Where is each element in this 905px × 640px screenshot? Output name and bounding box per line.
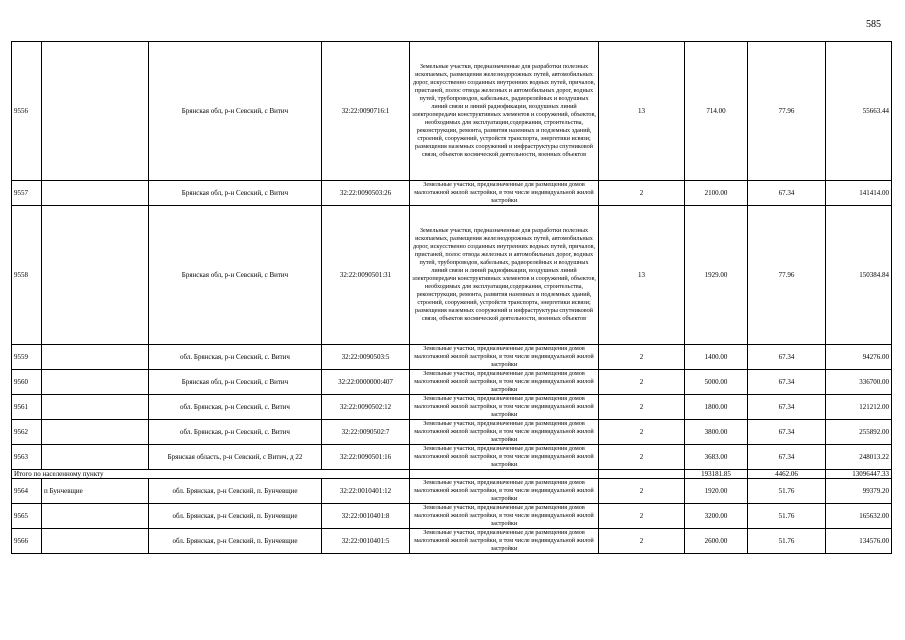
blank-cell: [42, 504, 149, 529]
purpose-cell: Земельные участки, предназначенные для разработки полезных ископаемых, размещения железнодорожных путей, автомобильных дорог, искусственно созданных внутренних водных путей, причалов, пристаней, полос отвода железных и автомобильных дорог, водных путей, трубопроводов, кабельных, радиорелейных и воздушных линий связи и линий радиофикации, воздушных линий электропередачи конструктивных элементов и сооружений, объектов, необходимых для эксплуатации,содержания, строительства, реконструкции, ремонта, развития наземных и подземных зданий, строений, сооружений, устройств транспорта, энергетики исвязи; размещения наземных сооружений и инфраструктуры спутниковой связи, объектов космической деятельности, военных объектов: [410, 42, 599, 181]
group-cell: 2: [599, 479, 685, 504]
value-cell: 150384.84: [826, 206, 892, 345]
purpose-cell: Земельные участки, предназначенные для размещения домов малоэтажной жилой застройки, в том числе индивидуальной жилой застройки: [410, 370, 599, 395]
purpose-cell: Земельные участки, предназначенные для размещения домов малоэтажной жилой застройки, в том числе индивидуальной жилой застройки: [410, 395, 599, 420]
rate-cell: 67.34: [748, 370, 826, 395]
value-cell: 141414.00: [826, 181, 892, 206]
cadastral-number-cell: 32:22:0010401:8: [322, 504, 410, 529]
summary-area: 193181.85: [685, 470, 748, 479]
purpose-cell: Земельные участки, предназначенные для размещения домов малоэтажной жилой застройки, в том числе индивидуальной жилой застройки: [410, 420, 599, 445]
address-cell: Брянская область, р-н Севский, с Витич, д 22: [149, 445, 322, 470]
address-cell: Брянская обл, р-н Севский, с Витич: [149, 181, 322, 206]
purpose-cell: Земельные участки, предназначенные для размещения домов малоэтажной жилой застройки, в том числе индивидуальной жилой застройки: [410, 345, 599, 370]
summary-value: 13096447.33: [826, 470, 892, 479]
row-number: 9560: [12, 370, 42, 395]
summary-row: [12, 470, 892, 479]
table-row: [12, 370, 892, 395]
cadastral-number-cell: 32:22:0090503:5: [322, 345, 410, 370]
row-number: 9565: [12, 504, 42, 529]
cadastral-number-cell: 32:22:0090501:31: [322, 206, 410, 345]
value-cell: 55663.44: [826, 42, 892, 181]
cadastral-number-cell: 32:22:0010401:5: [322, 529, 410, 554]
value-cell: 255892.00: [826, 420, 892, 445]
blank-cell: [42, 370, 149, 395]
group-cell: 2: [599, 504, 685, 529]
group-cell: 2: [599, 529, 685, 554]
table-row: [12, 345, 892, 370]
address-cell: Брянская обл, р-н Севский, с Витич: [149, 370, 322, 395]
blank-cell: [42, 42, 149, 181]
cadastral-number-cell: 32:22:0090501:16: [322, 445, 410, 470]
address-cell: обл. Брянская, р-н Севский, п. Бунчевщие: [149, 529, 322, 554]
address-cell: обл. Брянская, р-н Севский, с. Витич: [149, 395, 322, 420]
value-cell: 165632.00: [826, 504, 892, 529]
purpose-cell: Земельные участки, предназначенные для размещения домов малоэтажной жилой застройки, в том числе индивидуальной жилой застройки: [410, 181, 599, 206]
summary-label: Итого по населенному пункту: [12, 470, 410, 479]
table-row: [12, 181, 892, 206]
table-row: [12, 479, 892, 504]
rate-cell: 67.34: [748, 181, 826, 206]
address-cell: обл. Брянская, р-н Севский, с. Витич: [149, 345, 322, 370]
area-cell: 1920.00: [685, 479, 748, 504]
group-cell: 13: [599, 206, 685, 345]
row-number: 9558: [12, 206, 42, 345]
cadastral-number-cell: 32:22:0090716:1: [322, 42, 410, 181]
page-number: 585: [866, 19, 881, 30]
table-row: [12, 206, 892, 345]
table-row: [12, 445, 892, 470]
row-number: 9563: [12, 445, 42, 470]
area-cell: 1800.00: [685, 395, 748, 420]
group-cell: 2: [599, 395, 685, 420]
purpose-cell: Земельные участки, предназначенные для размещения домов малоэтажной жилой застройки, в том числе индивидуальной жилой застройки: [410, 445, 599, 470]
area-cell: 1929.00: [685, 206, 748, 345]
rate-cell: 51.76: [748, 504, 826, 529]
group-cell: 2: [599, 445, 685, 470]
cadastral-number-cell: 32:22:0010401:12: [322, 479, 410, 504]
row-number: 9566: [12, 529, 42, 554]
group-cell: 2: [599, 181, 685, 206]
address-cell: обл. Брянская, р-н Севский, с. Витич: [149, 420, 322, 445]
blank-cell: [42, 529, 149, 554]
table-row: [12, 504, 892, 529]
row-number: 9557: [12, 181, 42, 206]
group-cell: 2: [599, 420, 685, 445]
cadastral-value-table: [11, 41, 892, 554]
table-row: [12, 420, 892, 445]
rate-cell: 51.76: [748, 529, 826, 554]
area-cell: 5000.00: [685, 370, 748, 395]
cadastral-number-cell: 32:22:0090502:7: [322, 420, 410, 445]
value-cell: 134576.00: [826, 529, 892, 554]
value-cell: 99379.20: [826, 479, 892, 504]
value-cell: 121212.00: [826, 395, 892, 420]
area-cell: 2600.00: [685, 529, 748, 554]
group-cell: 2: [599, 345, 685, 370]
cadastral-number-cell: 32:22:0090503:26: [322, 181, 410, 206]
rate-cell: 67.34: [748, 445, 826, 470]
row-number: 9562: [12, 420, 42, 445]
purpose-cell: Земельные участки, предназначенные для размещения домов малоэтажной жилой застройки, в том числе индивидуальной жилой застройки: [410, 504, 599, 529]
value-cell: 336700.00: [826, 370, 892, 395]
area-cell: 3200.00: [685, 504, 748, 529]
blank-cell: [42, 420, 149, 445]
address-cell: обл. Брянская, р-н Севский, п. Бунчевщие: [149, 504, 322, 529]
row-number: 9559: [12, 345, 42, 370]
area-cell: 3800.00: [685, 420, 748, 445]
table-row: [12, 529, 892, 554]
table-body-rows: [12, 42, 892, 470]
blank-cell: [42, 395, 149, 420]
row-number: 9564: [12, 479, 42, 504]
area-cell: 714.00: [685, 42, 748, 181]
blank-cell: [42, 445, 149, 470]
table-row: [12, 395, 892, 420]
summary-rate: 4462.06: [748, 470, 826, 479]
row-number: 9556: [12, 42, 42, 181]
rate-cell: 77.96: [748, 42, 826, 181]
rate-cell: 77.96: [748, 206, 826, 345]
blank-cell: [42, 206, 149, 345]
cadastral-number-cell: 32:22:0090502:12: [322, 395, 410, 420]
address-cell: обл. Брянская, р-н Севский, п. Бунчевщие: [149, 479, 322, 504]
rate-cell: 67.34: [748, 420, 826, 445]
value-cell: 94276.00: [826, 345, 892, 370]
table-body-rows-2: [12, 479, 892, 554]
settlement-subheader: п Бунчевщие: [42, 479, 149, 504]
rate-cell: 67.34: [748, 395, 826, 420]
purpose-cell: Земельные участки, предназначенные для размещения домов малоэтажной жилой застройки, в том числе индивидуальной жилой застройки: [410, 529, 599, 554]
area-cell: 1400.00: [685, 345, 748, 370]
rate-cell: 67.34: [748, 345, 826, 370]
table-row: [12, 42, 892, 181]
group-cell: 13: [599, 42, 685, 181]
rate-cell: 51.76: [748, 479, 826, 504]
table-body-summary: [12, 470, 892, 479]
purpose-cell: Земельные участки, предназначенные для размещения домов малоэтажной жилой застройки, в том числе индивидуальной жилой застройки: [410, 479, 599, 504]
address-cell: Брянская обл, р-н Севский, с Витич: [149, 206, 322, 345]
address-cell: Брянская обл, р-н Севский, с Витич: [149, 42, 322, 181]
blank-cell: [42, 345, 149, 370]
area-cell: 2100.00: [685, 181, 748, 206]
blank-cell: [42, 181, 149, 206]
value-cell: 248013.22: [826, 445, 892, 470]
area-cell: 3683.00: [685, 445, 748, 470]
cadastral-number-cell: 32:22:0000000:407: [322, 370, 410, 395]
purpose-cell: Земельные участки, предназначенные для разработки полезных ископаемых, размещения железнодорожных путей, автомобильных дорог, искусственно созданных внутренних водных путей, причалов, пристаней, полос отвода железных и автомобильных дорог, водных путей, трубопроводов, кабельных, радиорелейных и воздушных линий связи и линий радиофикации, воздушных линий электропередачи конструктивных элементов и сооружений, объектов, необходимых для эксплуатации,содержания, строительства, реконструкции, ремонта, развития наземных и подземных зданий, строений, сооружений, устройств транспорта, энергетики исвязи; размещения наземных сооружений и инфраструктуры спутниковой связи, объектов космической деятельности, военных объектов: [410, 206, 599, 345]
row-number: 9561: [12, 395, 42, 420]
group-cell: 2: [599, 370, 685, 395]
